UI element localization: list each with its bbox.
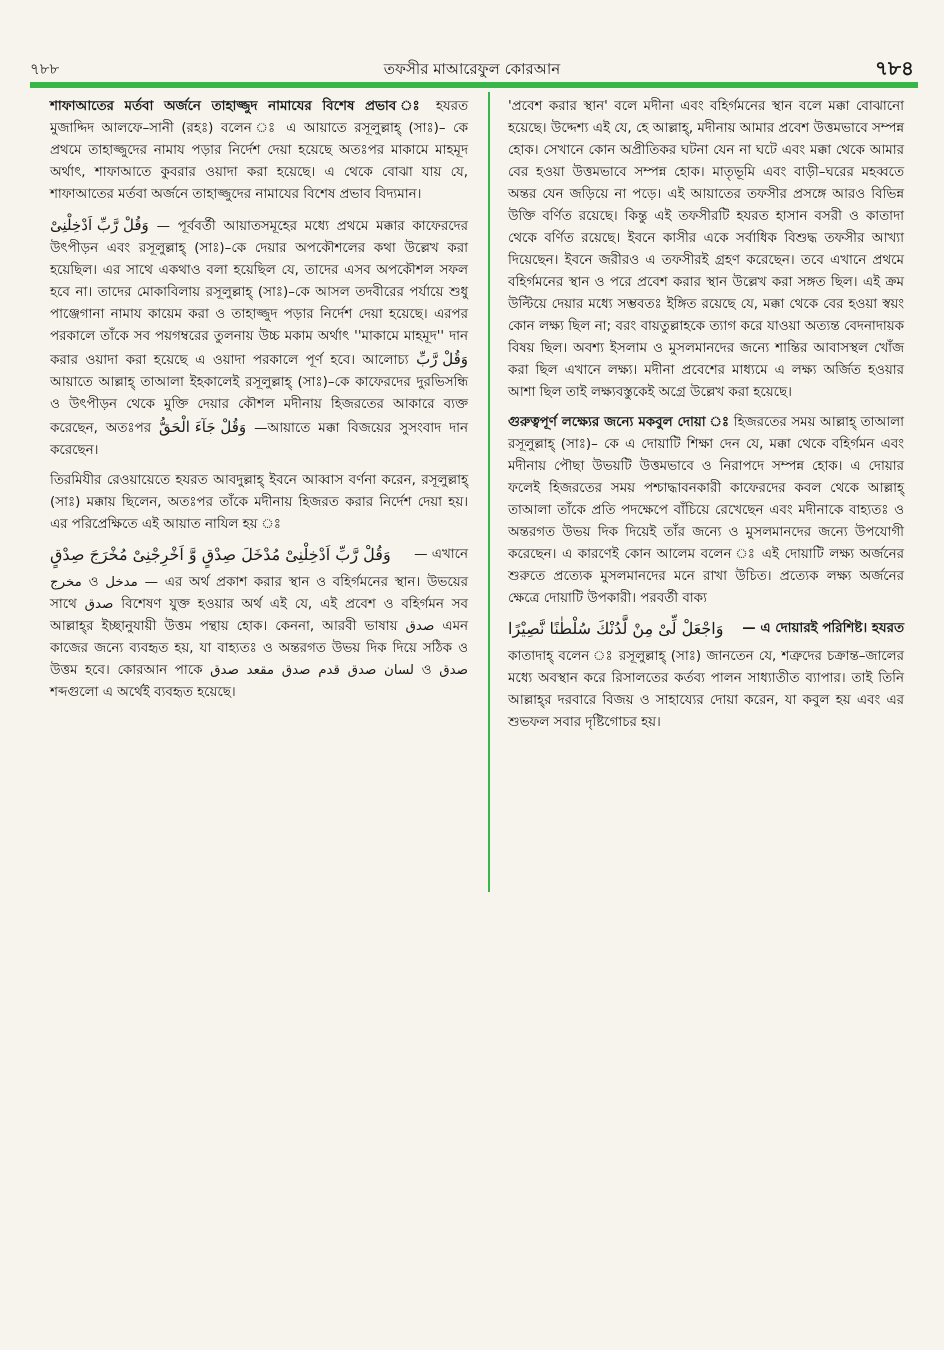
paragraph: [50, 572, 468, 704]
paragraph: [508, 646, 904, 734]
verse-line: [50, 544, 468, 566]
paragraph: [50, 96, 468, 206]
paragraph: [50, 214, 468, 462]
paragraph-text: 'প্রবেশ করার স্থান' বলে মদীনা এবং বহির্গমনের স্থান বলে মক্কা বোঝানো হয়েছে। উদ্দেশ্য এই যে, হে আল্লাহ্‌, মদীনায় আমার প্রবেশ উত্তমভাবে সম্পন্ন হোক। সেখানে কোন অপ্রীতিকর ঘটনা যেন না ঘটে এবং মক্কা থেকে আমার বের হওয়া উত্তমভাবে সম্পন্ন হোক। মাতৃভূমি এবং বাড়ী–ঘরের মহব্বতে অন্তর যেন জড়িয়ে না পড়ে। এই আয়াতের তফসীর প্রসঙ্গে আরও বিভিন্ন উক্তি বর্ণিত রয়েছে। কিন্তু এই তফসীরটি হযরত হাসান বসরী ও কাতাদা থেকে বর্ণিত রয়েছে। ইবনে কাসীর একে সর্বাধিক বিশুদ্ধ তফসীর আখ্যা দিয়েছেন। ইবনে জরীরও এ তফসীরই গ্রহণ করেছেন। তবে এখানে প্রথমে বহির্গমনের স্থান ও পরে প্রবেশ করার স্থান উল্লেখ করা সঙ্গত ছিল। এই ক্রম উল্টিয়ে দেয়ার মধ্যে সম্ভবতঃ ইঙ্গিত রয়েছে যে, মক্কা থেকে বের হওয়া স্বয়ং কোন লক্ষ্য ছিল না; বরং বায়তুল্লাহকে ত্যাগ করে যাওয়া অত্যন্ত বেদনাদায়ক বিষয় ছিল। অবশ্য ইসলাম ও মুসলমানদের জন্যে শান্তির আবাসস্থল খোঁজ করা ছিল এখানে লক্ষ্য। মদীনা প্রবেশের মাধ্যমে এ লক্ষ্য অর্জিত হওয়ার আশা ছিল তাই লক্ষ্যবস্তুকেই অগ্রে উল্লেখ করা হয়েছে।: [508, 99, 904, 400]
verse-trailing-text: — এখানে: [414, 547, 468, 562]
paragraph: [508, 96, 904, 404]
paragraph-text: —আয়াতে মক্কা বিজয়ের সুসংবাদ দান করেছেন।: [50, 421, 468, 458]
running-title: তফসীর মাআরেফুল কোরআন: [383, 60, 561, 78]
right-column: [508, 96, 904, 742]
section-heading: গুরুত্বপূর্ণ লক্ষ্যের জন্যে মকবুল দোয়া ঃ: [508, 415, 730, 430]
left-column: [50, 96, 468, 712]
paragraph-text: তিরমিযীর রেওয়ায়েতে হযরত আবদুল্লাহ্‌ ইবনে আব্বাস বর্ণনা করেন, রসূলুল্লাহ্‌ (সাঃ) মক্কায় ছিলেন, অতঃপর তাঁকে মদীনায় হিজরত করার নির্দেশ দেয়া হয়। এর পরিপ্রেক্ষিতে এই আয়াত নাযিল হয় ঃ: [50, 473, 468, 532]
verse-trailing-text: — এ দোয়ারই পরিশিষ্ট। হযরত: [742, 621, 904, 636]
paragraph-text: হযরত মুজাদ্দিদ আলফে–সানী (রহঃ) বলেন ঃ এ আয়াতে রসূলুল্লাহ্‌ (সাঃ)– কে প্রথমে তাহাজ্জুদের নামায পড়ার নির্দেশ দেয়া হয়েছে অতঃপর মাকামে মাহমূদ অর্থাৎ, শাফাআতে কুবরার ওয়াদা করা হয়েছে। এ থেকে বোঝা যায় যে, শাফাআতের মর্তবা অর্জনে তাহাজ্জুদের নামাযের বিশেষ প্রভাব বিদ্যমান।: [50, 99, 468, 202]
paragraph-text: مخرج ও مدخل — এর অর্থ প্রকাশ করার স্থান ও বহির্গমনের স্থান। উভয়ের সাথে صدق বিশেষণ যুক্ত হওয়ার অর্থ এই যে, এই প্রবেশ ও বহির্গমন সব আল্লাহ্‌র ইচ্ছানুযায়ী উত্তম পন্থায় হোক। কেননা, আরবী ভাষায় صدق এমন কাজের জন্যে ব্যবহৃত হয়, যা বাহ্যতঃ ও অন্তরগত উভয় দিক দিয়ে সঠিক ও উত্তম হবে। কোরআন পাকে لسان صدق قدم صدق مقعد صدق ও صدق শব্দগুলো এ অর্থেই ব্যবহৃত হয়েছে।: [50, 575, 469, 700]
column-divider: [488, 92, 490, 892]
paragraph: [508, 412, 904, 610]
verse-line: [508, 618, 904, 640]
arabic-verse: وَقُلْ رَّبِّ اَدْخِلْنِىْ مُدْخَلَ صِدْقٍ وَّ اَخْرِجْنِىْ مُخْرَجَ صِدْقٍ: [50, 545, 391, 564]
section-heading: শাফাআতের মর্তবা অর্জনে তাহাজ্জুদ নামাযের বিশেষ প্রভাব ঃ: [50, 99, 426, 114]
arabic-verse: وَقُلْ رَّبِّ: [416, 350, 468, 368]
arabic-verse: وَاجْعَلْ لِّىْ مِنْ لَّدُنْكَ سُلْطٰنًا نَّصِيْرًا: [508, 619, 724, 638]
page-header: [30, 52, 914, 82]
paragraph-text: আয়াতে আল্লাহ্‌ তাআলা ইহকালেই রসূলুল্লাহ্‌ (সাঃ)–কে কাফেরদের দুরভিসন্ধি ও উৎপীড়ন থেকে মুক্তি দেয়ার কৌশল মদীনায় হিজরতের আকারে ব্যক্ত করেছেন, অতঃপর: [50, 375, 468, 436]
header-rule: [30, 82, 918, 88]
paragraph: [50, 470, 468, 536]
paragraph-text: — পূর্ববর্তী আয়াতসমূহের মধ্যে প্রথমে মক্কার কাফেরদের উৎপীড়ন এবং রসূলুল্লাহ্‌ (সাঃ)–কে দেয়ার অপকৌশলের কথা উল্লেখ করা হয়েছিল। এর সাথে একথাও বলা হয়েছিল যে, তাদের এসব অপকৌশল সফল হবে না। তাদের মোকাবিলায় রসূলুল্লাহ্‌ (সাঃ)–কে আসল তদবীরের পর্যায়ে শুধু পাঞ্জেগানা নামায কায়েম করা ও তাহাজ্জুদ পড়ার নির্দেশ দেয়া হয়েছে। এরপর পরকালে তাঁকে সব পয়গম্বরের তুলনায় উচ্চ মকাম অর্থাৎ ''মাকামে মাহমূদ'' দান করার ওয়াদা করা হয়েছে এ ওয়াদা পরকালে পূর্ণ হবে। আলোচ্য: [50, 219, 468, 368]
page-number-right: ৭৮৪: [875, 56, 914, 80]
arabic-verse: وَقُلْ جَآءَ الْحَقُّ: [159, 418, 247, 436]
paragraph-text: হিজরতের সময় আল্লাহ্‌ তাআলা রসূলুল্লাহ্‌ (সাঃ)– কে এ দোয়াটি শিক্ষা দেন যে, মক্কা থেকে বহির্গমন এবং মদীনায় পৌছা উভয়টি উত্তমভাবে ও নিরাপদে সম্পন্ন হোক। এ দোয়ার ফলেই হিজরতের সময় পশ্চাদ্ধাবনকারী কাফেরদের কবল থেকে আল্লাহ্‌ তাআলা তাঁকে প্রতি পদক্ষেপে বাঁচিয়ে রেখেছেন এবং মদীনাকে বাহ্যতঃ ও অন্তরগত উভয় দিক দিয়েই তাঁর জন্যে ও মুসলমানদের জন্যে উপযোগী করেছেন। এ কারণেই কোন আলেম বলেন ঃ এই দোয়াটি লক্ষ্য অর্জনের শুরুতে প্রত্যেক মুসলমানদের মনে রাখা উচিত। প্রত্যেক লক্ষ্য অর্জনের ক্ষেত্রে দোয়াটি উপকারী। পরবর্তী বাক্য: [508, 415, 905, 606]
arabic-verse: وَقُلْ رَّبِّ اَدْخِلْنِىْ: [50, 216, 149, 234]
paragraph-text: কাতাদাহ্‌ বলেন ঃ রসূলুল্লাহ্‌ (সাঃ) জানতেন যে, শত্রুদের চক্রান্ত–জালের মধ্যে অবস্থান করে রিসালতের কর্তব্য পালন সাধ্যাতীত ব্যাপার। তাই তিনি আল্লাহ্‌র দরবারে বিজয় ও সাহায্যের দোয়া করেন, যা কবুল হয় এবং এর শুভফল সবার দৃষ্টিগোচর হয়।: [508, 649, 904, 730]
page-number-left: ৭৮৮: [30, 60, 60, 78]
